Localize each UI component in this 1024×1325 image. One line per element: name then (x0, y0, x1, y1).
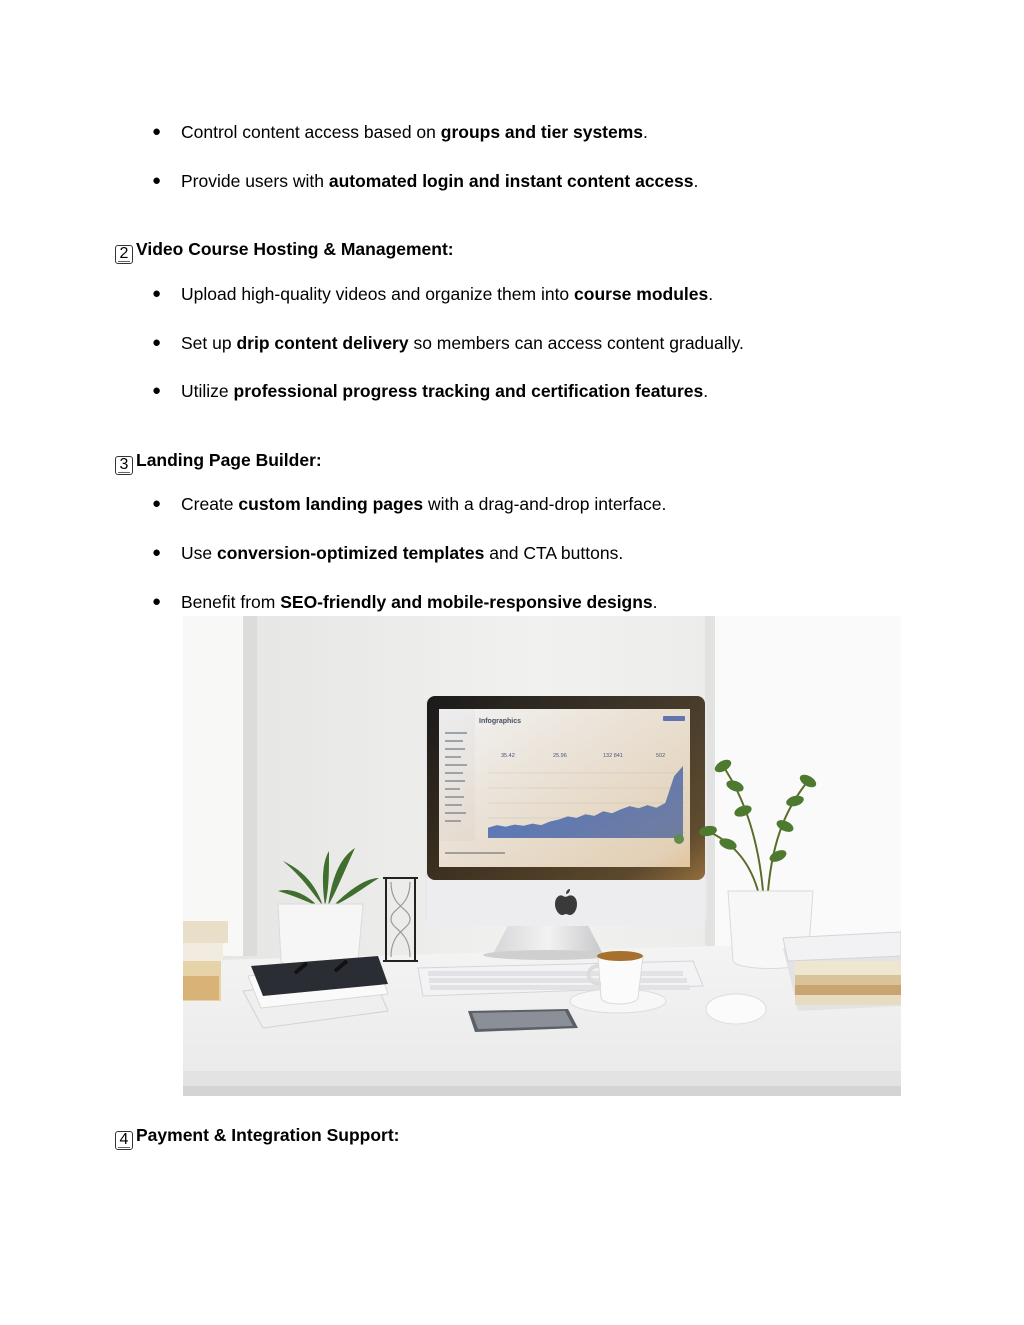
list-item-text: Benefit from SEO-friendly and mobile-responsive designs. (181, 592, 658, 612)
list-item-text: Provide users with automated login and instant content access. (181, 171, 699, 191)
section-title: Payment & Integration Support: (136, 1125, 400, 1145)
bullet-icon: ● (152, 495, 162, 512)
list-item-text: Create custom landing pages with a drag-and-drop interface. (181, 494, 667, 514)
book-stack-right (783, 932, 901, 1011)
keycap-digit-4-icon: 4 (115, 1131, 133, 1150)
desk-workspace-photo (183, 616, 901, 1096)
section-heading-video-hosting (115, 238, 454, 264)
bullet-icon: ● (152, 382, 162, 399)
section-heading-payment-integration (115, 1124, 399, 1150)
section-title: Landing Page Builder: (136, 450, 322, 470)
keycap-digit-2-icon: 2 (115, 245, 133, 264)
bullet-icon: ● (152, 544, 162, 561)
list-item-text: Use conversion-optimized templates and CTA buttons. (181, 543, 624, 563)
bullet-icon: ● (152, 123, 162, 140)
list-item-text: Control content access based on groups and tier systems. (181, 122, 648, 142)
section-heading-landing-page-builder (115, 449, 322, 475)
bullet-icon: ● (152, 172, 162, 189)
bullet-icon: ● (152, 593, 162, 610)
list-item-text: Utilize professional progress tracking and certification features. (181, 381, 709, 401)
list-item-text: Upload high-quality videos and organize them into course modules. (181, 284, 714, 304)
list-item-text: Set up drip content delivery so members can access content gradually. (181, 333, 744, 353)
section-title: Video Course Hosting & Management: (136, 239, 454, 259)
smartphone (468, 1009, 578, 1032)
keycap-digit-3-icon: 3 (115, 456, 133, 475)
computer-mouse (706, 994, 766, 1024)
bullet-icon: ● (152, 334, 162, 351)
bullet-icon: ● (152, 285, 162, 302)
